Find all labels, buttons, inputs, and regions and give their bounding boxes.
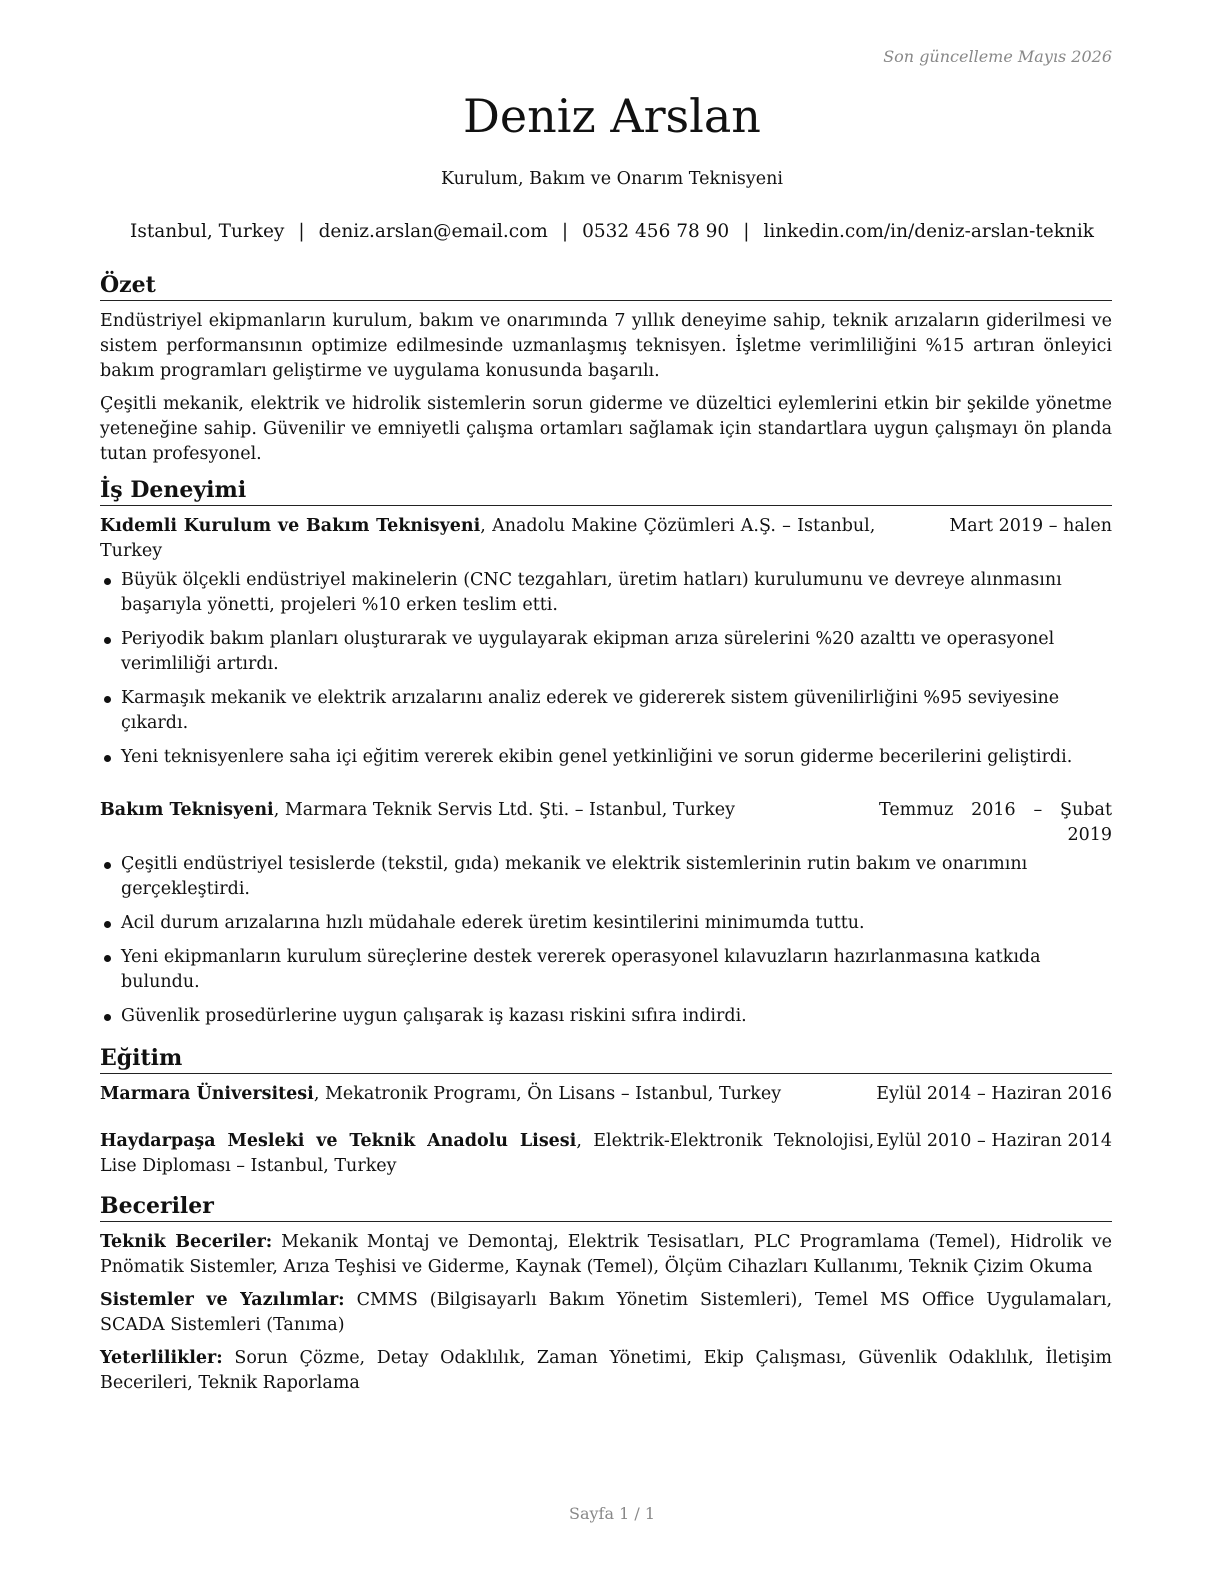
job-bullets [100,852,1112,1029]
education-dates: Eylül 2014 – Haziran 2016 [876,1084,1112,1104]
education-section [100,1043,1112,1179]
job-company: , Marmara Teknik Servis Ltd. Şti. – Istanbul, Turkey [273,800,735,820]
skill-row [100,1288,1112,1338]
skill-text: Mekanik Montaj ve Demontaj, Elektrik Tesisatları, PLC Programlama (Temel), Hidrolik ve Pnömatik Sistemler, Arıza Teşhisi ve Giderme, Kaynak (Temel), Ölçüm Cihazları Kullanımı, Teknik Çizim Okuma [100,1232,1112,1277]
list-item: Periyodik bakım planları oluşturarak ve uygulayarak ekipman arıza sürelerini %20 azalttı ve operasyonel verimliliği artırdı. [100,627,1112,677]
skill-row [100,1230,1112,1280]
job-heading [100,514,875,564]
skill-row [100,1346,1112,1396]
skills-section [100,1191,1112,1396]
skill-text: Sorun Çözme, Detay Odaklılık, Zaman Yönetimi, Ekip Çalışması, Güvenlik Odaklılık, İletişim Becerileri, Teknik Raporlama [100,1348,1112,1393]
section-heading-skills: Beceriler [100,1191,1112,1222]
section-heading-summary: Özet [100,270,1112,301]
summary-section [100,270,1112,467]
education-heading [100,1082,848,1107]
candidate-name: Deniz Arslan [463,89,761,143]
job-bullets [100,568,1112,770]
candidate-title: Kurulum, Bakım ve Onarım Teknisyeni [440,169,784,189]
job-company: , Anadolu Makine Çözümleri A.Ş. – Istanbul, Turkey [100,516,876,561]
job-entry [100,514,1112,770]
contact-location: Istanbul, Turkey [130,221,285,242]
contact-email[interactable]: deniz.arslan@email.com [318,221,548,242]
list-item: Çeşitli endüstriyel tesislerde (tekstil, gıda) mekanik ve elektrik sistemlerinin rutin bakım ve onarımını gerçekleştirdi. [100,852,1112,902]
summary-paragraph: Çeşitli mekanik, elektrik ve hidrolik sistemlerin sorun giderme ve düzeltici eylemlerini etkin bir şekilde yönetme yeteneğine sahip. Güvenilir ve emniyetli çalışma ortamları sağlamak için standartlara uygun çalışmayı ön planda tutan profesyonel. [100,394,1112,464]
page-number: Sayfa 1 / 1 [568,1504,655,1523]
contact-separator: | [561,221,569,242]
job-role: Kıdemli Kurulum ve Bakım Teknisyeni [100,516,481,536]
list-item: Güvenlik prosedürlerine uygun çalışarak iş kazası riskini sıfıra indirdi. [100,1004,1112,1029]
list-item: Yeni teknisyenlere saha içi eğitim vererek ekibin genel yetkinliğini ve sorun giderme becerilerini geliştirdi. [100,745,1112,770]
list-item: Büyük ölçekli endüstriyel makinelerin (CNC tezgahları, üretim hatları) kurulumunu ve devreye alınmasını başarıyla yönetti, projeleri %10 erken teslim etti. [100,568,1112,618]
education-dates: Eylül 2010 – Haziran 2014 [876,1131,1112,1151]
job-dates: Mart 2019 – halen [949,516,1112,536]
contact-line [0,219,1224,244]
contact-separator: | [743,221,750,242]
last-updated-note: Son güncelleme Mayıs 2026 [883,47,1112,66]
section-heading-experience: İş Deneyimi [100,475,1112,506]
education-school: Marmara Üniversitesi [100,1084,314,1104]
experience-section [100,475,1112,1029]
education-school: Haydarpaşa Mesleki ve Teknik Anadolu Lisesi [100,1131,577,1151]
education-entry [100,1082,1112,1107]
contact-linkedin[interactable]: linkedin.com/in/deniz-arslan-teknik [763,221,1094,242]
section-heading-education: Eğitim [100,1043,1112,1074]
skill-label: Yeterlilikler: [100,1348,223,1368]
job-dates: Temmuz 2016 – Şubat 2019 [879,800,1112,845]
resume-body [100,270,1112,1404]
job-entry [100,798,1112,1029]
list-item: Acil durum arızalarına hızlı müdahale ederek üretim kesintilerini minimumda tuttu. [100,911,1112,936]
skill-label: Sistemler ve Yazılımlar: [100,1290,345,1310]
education-program: , Mekatronik Programı, Ön Lisans – Istanbul, Turkey [313,1084,782,1104]
list-item: Karmaşık mekanik ve elektrik arızalarını analiz ederek ve gidererek sistem güvenilirliğini %95 seviyesine çıkardı. [100,686,1112,736]
contact-phone: 0532 456 78 90 [582,221,730,242]
skill-text: CMMS (Bilgisayarlı Bakım Yönetim Sistemleri), Temel MS Office Uygulamaları, SCADA Sistemleri (Tanıma) [100,1290,1113,1335]
job-role: Bakım Teknisyeni [100,800,274,820]
list-item: Yeni ekipmanların kurulum süreçlerine destek vererek operasyonel kılavuzların hazırlanmasına katkıda bulundu. [100,945,1112,995]
job-heading [100,798,851,823]
skill-label: Teknik Beceriler: [100,1232,273,1252]
education-program: , Elektrik-Elektronik Teknolojisi, Lise Diploması – Istanbul, Turkey [100,1131,875,1176]
summary-paragraph: Endüstriyel ekipmanların kurulum, bakım ve onarımında 7 yıllık deneyime sahip, teknik arızaların giderilmesi ve sistem performansının optimize edilmesinde uzmanlaşmış teknisyen. İşletme verimliliğini %15 artıran önleyici bakım programları geliştirme ve uygulama konusunda başarılı. [100,311,1112,381]
contact-separator: | [298,221,305,242]
education-entry [100,1129,1112,1179]
education-heading [100,1129,874,1179]
